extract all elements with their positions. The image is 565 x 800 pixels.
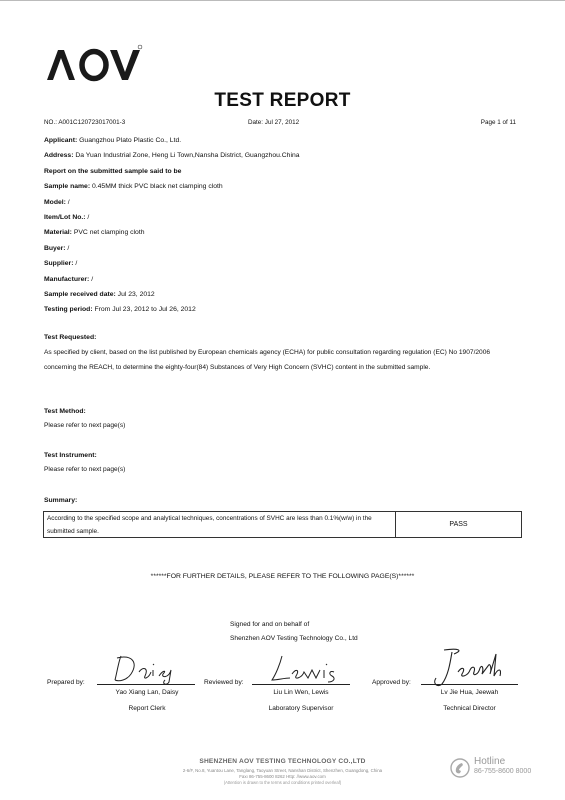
approved-by-label: Approved by: (372, 679, 411, 686)
prepared-by-name: Yao Xiang Lan, Daisy (115, 689, 179, 696)
footer-note: (Attention is drawn to the terms and conditions printed overleaf) (223, 780, 342, 785)
buyer-row: Buyer: / (44, 244, 70, 252)
test-method-text: Please refer to next page(s) (44, 422, 126, 429)
prepared-by-label: Prepared by: (47, 679, 85, 686)
applicant-row: Applicant: Guangzhou Plato Plastic Co., Ltd. (44, 137, 182, 144)
reviewed-by-signature (264, 652, 344, 686)
hotline-number: 86-755-8600 8000 (474, 768, 532, 775)
test-instrument-heading: Test Instrument: (44, 452, 97, 459)
approved-by-role: Technical Director (443, 705, 496, 712)
prepared-by-signature (109, 652, 189, 686)
phone-icon (450, 757, 470, 779)
supplier-row: Supplier: / (44, 260, 78, 268)
summary-text: According to the specified scope and analytical techniques, concentrations of SVHC are less than 0.1%(w/w) in the submitted sample. (44, 512, 396, 537)
sample-info (44, 136, 524, 321)
approved-by-block (372, 652, 522, 722)
test-requested-text: As specified by client, based on the list published by European chemicals agency (ECHA) for public consultation regarding regulation (EC) No 1907/2006 concerning the REACH, to determine the eighty-four(84) Substances of Very High Concern (SVHC) content in the submitted sample. (44, 349, 491, 371)
model-row: Model: / (44, 198, 70, 206)
footer-address: 2-6/F, No.8, Yuantou Lane, Tanglang, Taoyuan Street, Nanshan District, Shenzhen, Guangdong, China (182, 768, 383, 773)
summary-heading: Summary: (44, 497, 78, 504)
test-method-heading: Test Method: (44, 408, 86, 415)
reviewed-by-role: Laboratory Supervisor (268, 705, 334, 712)
signed-line-2: Shenzhen AOV Testing Technology Co., Ltd (230, 635, 358, 642)
test-requested-heading: Test Requested: (44, 334, 97, 341)
summary-result: PASS (449, 521, 468, 528)
test-instrument-text: Please refer to next page(s) (44, 466, 126, 473)
report-on-row: Report on the submitted sample said to be (44, 167, 182, 175)
material-row: Material: PVC net clamping cloth (44, 229, 145, 237)
top-border-line (0, 0, 565, 1)
sample-name-row: Sample name: 0.45MM thick PVC black net clamping cloth (44, 183, 223, 191)
reviewed-by-name: Liu Lin Wen, Lewis (273, 689, 329, 696)
prepared-by-role: Report Clerk (128, 705, 166, 712)
report-title: TEST REPORT (214, 90, 351, 111)
approved-by-name: Lv Jie Hua, Jeewah (440, 689, 499, 696)
reviewed-by-block (204, 652, 354, 722)
item-lot-row: Item/Lot No.: / (44, 213, 90, 221)
further-details-note: ******FOR FURTHER DETAILS, PLEASE REFER TO THE FOLLOWING PAGE(S)****** (150, 573, 415, 580)
summary-table (43, 511, 522, 538)
signed-line-1: Signed for and on behalf of (230, 621, 310, 628)
address-row: Address: Da Yuan Industrial Zone, Heng Li Town,Nansha District, Guangzhou.China (44, 152, 300, 160)
manufacturer-row: Manufacturer: / (44, 275, 94, 283)
reviewed-by-label: Reviewed by: (204, 679, 244, 686)
page-indicator: Page 1 of 11 (480, 119, 516, 126)
aov-logo (47, 44, 143, 84)
footer-company: SHENZHEN AOV TESTING TECHNOLOGY CO.,LTD (199, 758, 366, 765)
hotline-label: Hotline (474, 756, 506, 767)
report-date: Date: Jul 27, 2012 (248, 119, 300, 126)
testing-period-row: Testing period: From Jul 23, 2012 to Jul 26, 2012 (44, 306, 196, 314)
report-number: NO.: A001C120723017001-3 (44, 119, 126, 126)
approved-by-signature (424, 646, 514, 690)
signed-on-behalf (230, 618, 358, 646)
footer-fax: Faxı 86-755-8600 8262 Http: //www.aov.com (239, 774, 326, 779)
sample-received-row: Sample received date: Jul 23, 2012 (44, 290, 155, 298)
prepared-by-block (47, 652, 197, 722)
